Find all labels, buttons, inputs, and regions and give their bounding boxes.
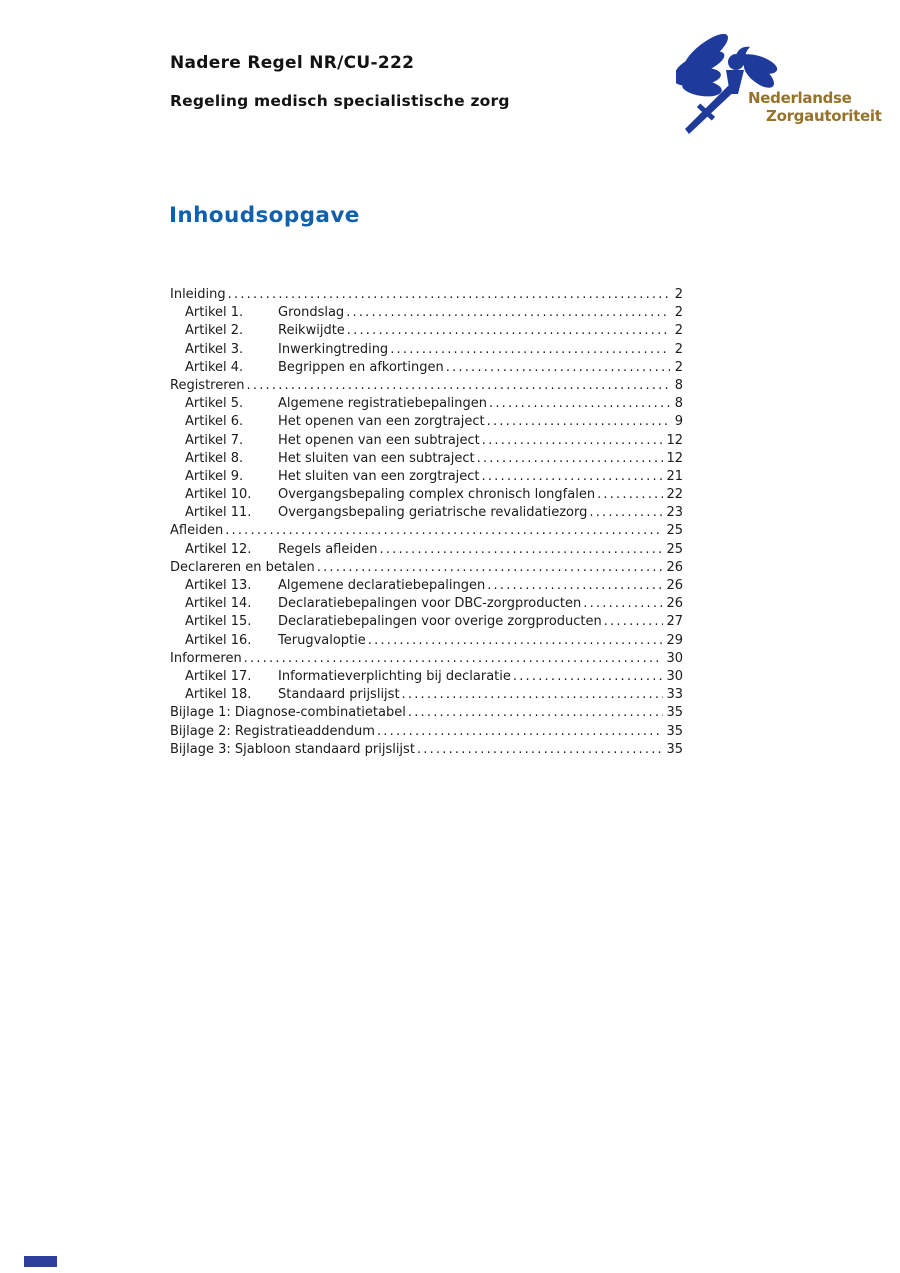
toc-dot-leader: [225, 522, 663, 540]
toc-entry-page: 30: [666, 650, 683, 666]
toc-entry-page: 9: [674, 414, 683, 430]
nza-logo: [676, 28, 886, 140]
toc-entry-page: 23: [666, 505, 683, 521]
toc-dot-leader: [589, 504, 663, 522]
toc-entry-title: Informatieverplichting bij declaratie: [278, 668, 511, 684]
toc-entry-title: Afleiden: [170, 523, 224, 539]
toc-entry-page: 2: [674, 323, 683, 339]
toc-entry-page: 26: [666, 596, 683, 612]
toc-entry[interactable]: [170, 595, 683, 613]
logo-org-line1: Nederlandse: [748, 89, 852, 107]
toc-dot-leader: [482, 432, 664, 450]
toc-entry[interactable]: [170, 613, 683, 631]
page-title: Inhoudsopgave: [169, 203, 360, 228]
toc-entry-label: Artikel 13.: [185, 578, 252, 593]
toc-entry-page: 21: [666, 468, 683, 484]
toc-entry-page: 35: [666, 741, 683, 757]
toc-entry[interactable]: [170, 286, 683, 304]
toc-entry-label: Artikel 4.: [185, 359, 244, 375]
toc-dot-leader: [446, 359, 670, 377]
document-code: Nadere Regel NR/CU-222: [170, 53, 415, 73]
toc-entry-label: Artikel 1.: [185, 305, 244, 321]
toc-entry[interactable]: [170, 577, 683, 595]
toc-dot-leader: [317, 559, 664, 577]
toc-entry[interactable]: [170, 359, 683, 377]
toc-entry-title: Bijlage 3: Sjabloon standaard prijslijst: [170, 741, 415, 757]
toc-entry[interactable]: [170, 522, 683, 540]
toc-entry[interactable]: [170, 723, 683, 741]
toc-entry[interactable]: [170, 395, 683, 413]
toc-entry-page: 12: [666, 450, 683, 466]
toc-entry[interactable]: [170, 504, 683, 522]
toc-entry-title: Overgangsbepaling complex chronisch longfalen: [278, 487, 596, 503]
toc-entry-label: Artikel 6.: [185, 414, 244, 430]
toc-dot-leader: [417, 741, 664, 759]
toc-entry-title: Regels afleiden: [278, 541, 378, 557]
toc-entry-title: Overgangsbepaling geriatrische revalidatiezorg: [278, 505, 588, 521]
toc-dot-leader: [368, 632, 664, 650]
table-of-contents: [170, 286, 683, 759]
toc-entry-label: Artikel 15.: [185, 614, 252, 630]
toc-entry[interactable]: [170, 486, 683, 504]
toc-dot-leader: [247, 377, 670, 395]
toc-entry-page: 2: [674, 305, 683, 321]
toc-entry-page: 25: [666, 523, 683, 539]
toc-entry[interactable]: [170, 413, 683, 431]
toc-entry-title: Bijlage 1: Diagnose-combinatietabel: [170, 705, 406, 721]
toc-entry-title: Het openen van een subtraject: [278, 432, 480, 448]
toc-entry-title: Inwerkingtreding: [278, 341, 389, 357]
toc-entry[interactable]: [170, 341, 683, 359]
toc-entry-page: 33: [666, 687, 683, 703]
toc-dot-leader: [347, 322, 670, 340]
toc-entry-page: 22: [666, 487, 683, 503]
document-subtitle: Regeling medisch specialistische zorg: [170, 92, 510, 110]
toc-dot-leader: [408, 704, 664, 722]
toc-dot-leader: [489, 395, 670, 413]
toc-entry-title: Informeren: [170, 650, 242, 666]
toc-entry-page: 27: [666, 614, 683, 630]
toc-entry-page: 2: [674, 341, 683, 357]
toc-entry-page: 35: [666, 705, 683, 721]
toc-entry-page: 2: [674, 287, 683, 302]
toc-entry-title: Algemene registratiebepalingen: [278, 396, 488, 412]
toc-dot-leader: [377, 723, 664, 741]
toc-dot-leader: [402, 686, 664, 704]
toc-entry[interactable]: [170, 650, 683, 668]
toc-entry-page: 25: [666, 541, 683, 557]
toc-entry-title: Bijlage 2: Registratieaddendum: [170, 723, 375, 739]
toc-entry-label: Artikel 16.: [185, 632, 252, 648]
toc-entry-title: Standaard prijslijst: [278, 687, 400, 703]
toc-entry[interactable]: [170, 741, 683, 759]
toc-entry-label: Artikel 2.: [185, 323, 244, 339]
toc-entry-title: Begrippen en afkortingen: [278, 359, 444, 375]
toc-dot-leader: [244, 650, 664, 668]
toc-entry-title: Het sluiten van een zorgtraject: [278, 468, 480, 484]
toc-dot-leader: [487, 577, 663, 595]
toc-dot-leader: [346, 304, 670, 322]
toc-dot-leader: [604, 613, 664, 631]
toc-entry[interactable]: [170, 686, 683, 704]
nza-logo-text: [748, 90, 882, 125]
toc-entry-label: Artikel 3.: [185, 341, 244, 357]
toc-entry-title: Terugvaloptie: [278, 632, 366, 648]
toc-entry-label: Artikel 9.: [185, 468, 244, 484]
toc-entry-title: Reikwijdte: [278, 323, 345, 339]
toc-dot-leader: [583, 595, 663, 613]
toc-entry[interactable]: [170, 541, 683, 559]
logo-org-line2: Zorgautoriteit: [766, 106, 882, 125]
toc-entry[interactable]: [170, 304, 683, 322]
toc-entry-title: Grondslag: [278, 305, 345, 321]
toc-entry-label: Artikel 5.: [185, 396, 244, 412]
toc-entry-title: Inleiding: [170, 287, 226, 302]
toc-entry-label: Artikel 7.: [185, 432, 244, 448]
toc-entry[interactable]: [170, 432, 683, 450]
toc-entry-page: 2: [674, 359, 683, 375]
toc-entry-title: Declaratiebepalingen voor DBC-zorgproducten: [278, 596, 582, 612]
page-fold-mark: [24, 1256, 57, 1267]
toc-dot-leader: [513, 668, 664, 686]
toc-entry-label: Artikel 18.: [185, 687, 252, 703]
toc-entry[interactable]: [170, 704, 683, 722]
toc-dot-leader: [379, 541, 663, 559]
toc-entry-label: Artikel 8.: [185, 450, 244, 466]
toc-entry[interactable]: [170, 322, 683, 340]
toc-entry[interactable]: [170, 377, 683, 395]
toc-entry-page: 30: [666, 668, 683, 684]
toc-dot-leader: [477, 450, 664, 468]
toc-entry[interactable]: [170, 468, 683, 486]
toc-entry-title: Registreren: [170, 377, 245, 393]
toc-entry[interactable]: [170, 632, 683, 650]
toc-entry-label: Artikel 11.: [185, 505, 252, 521]
toc-dot-leader: [487, 413, 670, 431]
toc-dot-leader: [597, 486, 663, 504]
toc-entry-page: 8: [674, 396, 683, 412]
toc-entry-page: 26: [666, 578, 683, 593]
toc-dot-leader: [390, 341, 670, 359]
toc-entry-page: 8: [674, 377, 683, 393]
toc-entry[interactable]: [170, 559, 683, 577]
toc-entry-label: Artikel 14.: [185, 596, 252, 612]
toc-entry[interactable]: [170, 668, 683, 686]
toc-dot-leader: [228, 286, 670, 304]
toc-entry-page: 26: [666, 559, 683, 575]
toc-entry-label: Artikel 12.: [185, 541, 252, 557]
toc-entry-page: 29: [666, 632, 683, 648]
toc-entry-label: Artikel 10.: [185, 487, 252, 503]
toc-entry-title: Declaratiebepalingen voor overige zorgproducten: [278, 614, 602, 630]
toc-entry-label: Artikel 17.: [185, 668, 252, 684]
toc-entry[interactable]: [170, 450, 683, 468]
toc-entry-title: Het sluiten van een subtraject: [278, 450, 475, 466]
toc-entry-title: Declareren en betalen: [170, 559, 315, 575]
toc-entry-title: Het openen van een zorgtraject: [278, 414, 485, 430]
toc-entry-page: 12: [666, 432, 683, 448]
toc-entry-page: 35: [666, 723, 683, 739]
toc-entry-title: Algemene declaratiebepalingen: [278, 578, 486, 593]
toc-dot-leader: [482, 468, 664, 486]
